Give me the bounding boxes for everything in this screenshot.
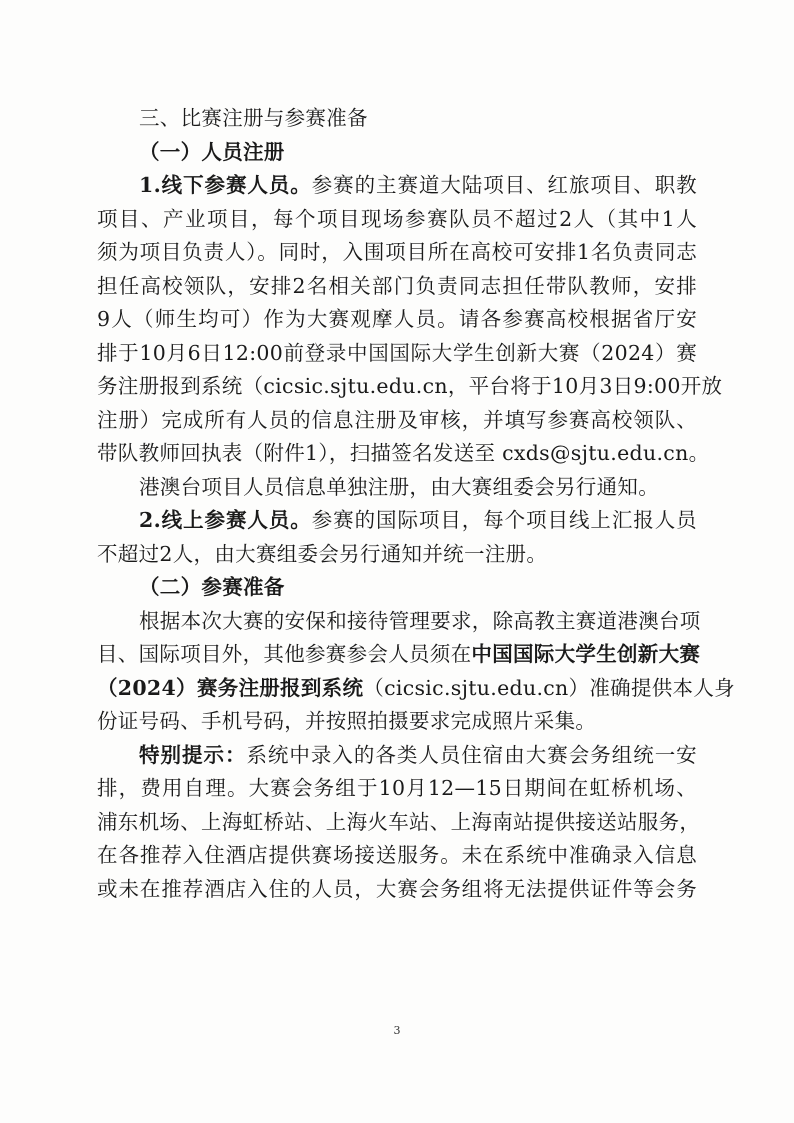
paragraph-line: 担任高校领队，安排2名相关部门负责同志担任带队教师，安排 — [97, 273, 697, 298]
subsection-title-registration: （一）人员注册 — [139, 139, 285, 164]
paragraph-line: 特别提示：系统中录入的各类人员住宿由大赛会务组统一安 — [139, 742, 697, 767]
paragraph-line: 带队教师回执表（附件1），扫描签名发送至 cxds@sjtu.edu.cn。 — [97, 441, 710, 465]
paragraph-line: 9人（师生均可）作为大赛观摩人员。请各参赛高校根据省厅安 — [97, 307, 697, 331]
paragraph-line: 2.线上参赛人员。参赛的国际项目，每个项目线上汇报人员 — [139, 508, 697, 532]
paragraph-lead: 2.线上参赛人员。 — [139, 508, 312, 532]
subsection-title-preparation: （二）参赛准备 — [139, 575, 285, 599]
page-number: 3 — [393, 1024, 401, 1037]
paragraph-line: 或未在推荐酒店入住的人员，大赛会务组将无法提供证件等会务 — [97, 876, 697, 901]
paragraph-line: 注册）完成所有人员的信息注册及审核，并填写参赛高校领队、 — [97, 407, 697, 432]
paragraph-line: 目、国际项目外，其他参赛参会人员须在中国国际大学生创新大赛 — [97, 642, 701, 666]
paragraph-line: 项目、产业项目，每个项目现场参赛队员不超过2人（其中1人 — [97, 206, 697, 231]
document-body — [97, 102, 735, 906]
paragraph-lead: 特别提示： — [139, 742, 247, 767]
paragraph-line: 排，费用自理。大赛会务组于10月12—15日期间在虹桥机场、 — [97, 776, 697, 800]
paragraph-line: 不超过2人，由大赛组委会另行通知并统一注册。 — [97, 541, 548, 566]
paragraph-line: 浦东机场、上海虹桥站、上海火车站、上海南站提供接送站服务， — [97, 809, 701, 834]
paragraph-line: 1.线下参赛人员。参赛的主赛道大陆项目、红旅项目、职教 — [139, 173, 697, 197]
paragraph-line: 务注册报到系统（cicsic.sjtu.edu.cn，平台将于10月3日9:00开放 — [97, 374, 723, 398]
paragraph-line: 份证号码、手机号码，并按照拍摄要求完成照片采集。 — [97, 709, 597, 733]
paragraph-line: （2024）赛务注册报到系统（cicsic.sjtu.edu.cn）准确提供本人身 — [97, 675, 735, 700]
paragraph-line: 须为项目负责人）。同时，入围项目所在高校可安排1名负责同志 — [97, 240, 697, 264]
paragraph-line: 港澳台项目人员信息单独注册，由大赛组委会另行通知。 — [139, 474, 659, 499]
paragraph-line: 根据本次大赛的安保和接待管理要求，除高教主赛道港澳台项 — [139, 608, 701, 633]
paragraph-line: 在各推荐入住酒店提供赛场接送服务。未在系统中准确录入信息 — [97, 843, 697, 867]
paragraph-lead: 1.线下参赛人员。 — [139, 173, 312, 197]
section-title: 三、比赛注册与参赛准备 — [139, 106, 368, 130]
paragraph-line: 排于10月6日12:00前登录中国国际大学生创新大赛（2024）赛 — [97, 340, 697, 365]
